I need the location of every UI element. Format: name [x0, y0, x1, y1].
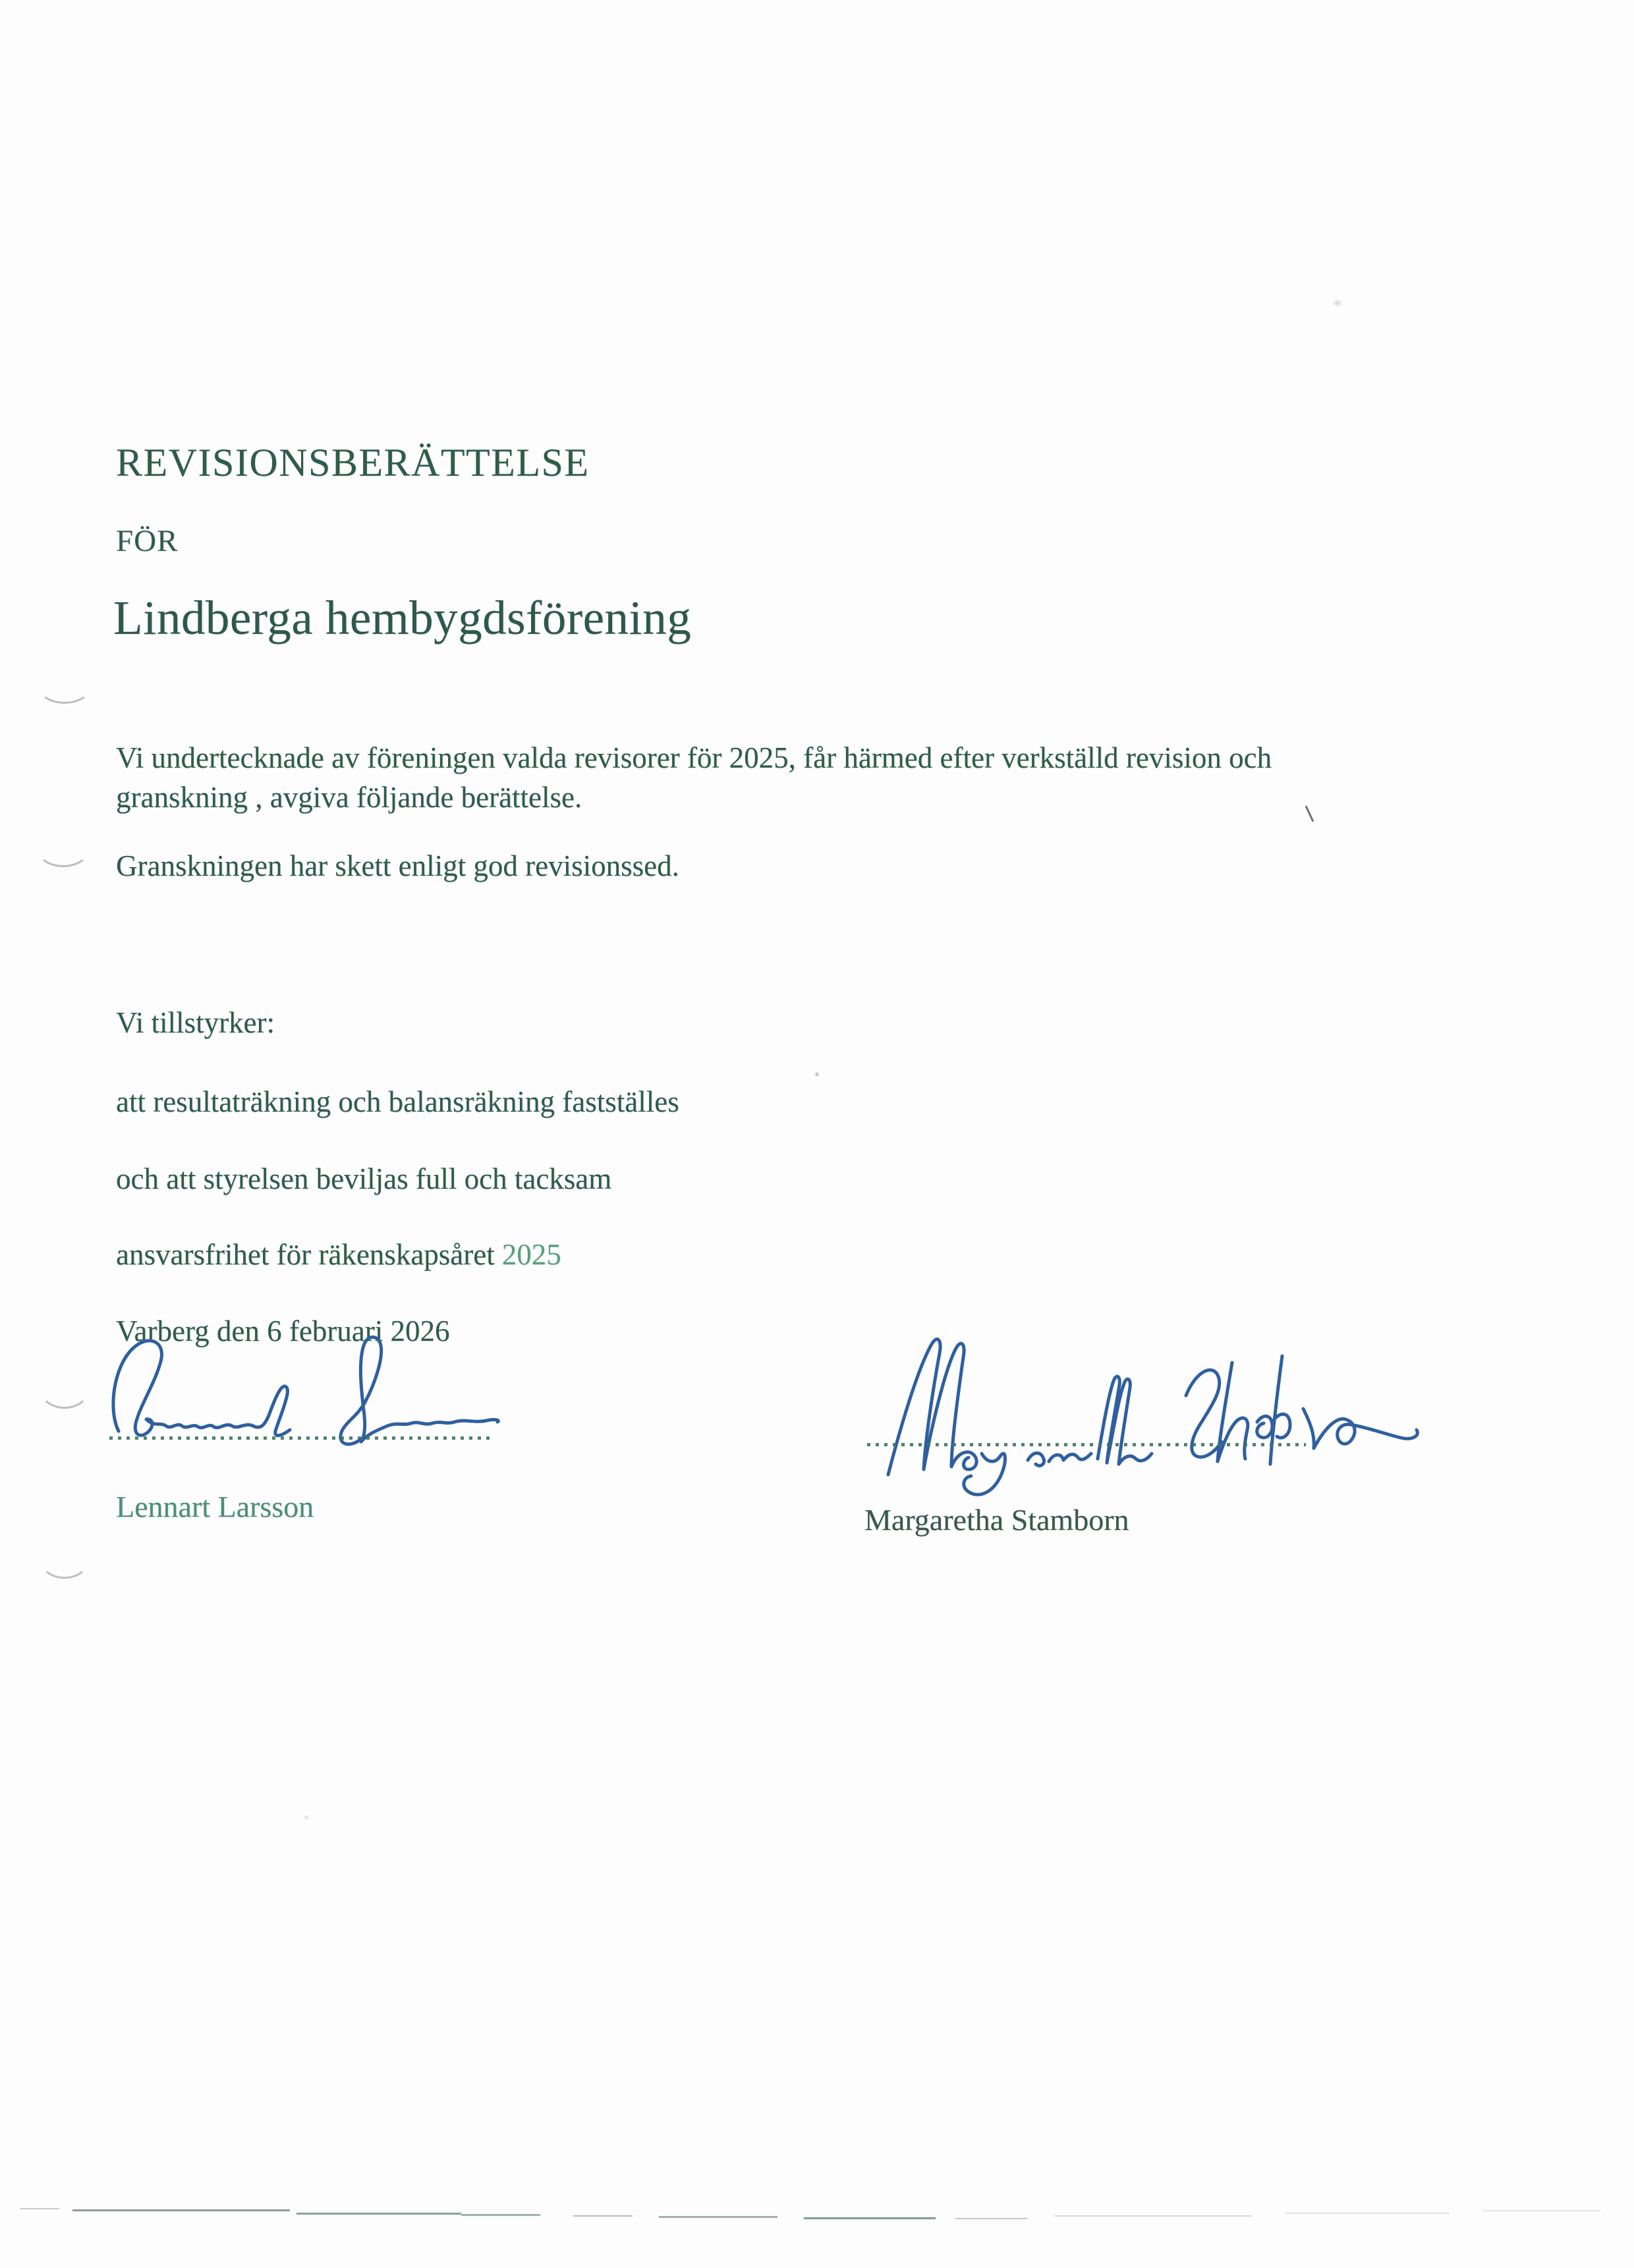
signature-dotted-line-right	[867, 1443, 1306, 1446]
endorsement-line-3	[116, 1237, 561, 1272]
fiscal-year: 2025	[501, 1238, 561, 1271]
scan-artifact-arc	[38, 671, 91, 704]
document-preposition: FÖR	[116, 524, 179, 558]
scan-artifact-line	[72, 2209, 290, 2211]
scan-artifact-line	[20, 2208, 59, 2209]
intro-paragraph	[116, 738, 1272, 817]
scan-artifact-line	[955, 2218, 1028, 2219]
signatory-name-left: Lennart Larsson	[116, 1490, 314, 1523]
intro-line-1: Vi undertecknade av föreningen valda revisorer för 2025, får härmed efter verkställd revision och	[116, 741, 1272, 774]
scan-artifact-line	[461, 2214, 540, 2216]
scan-artifact-speck	[1332, 299, 1343, 307]
endorsement-line-2: och att styrelsen beviljas full och tacksam	[116, 1162, 612, 1195]
scan-artifact-line	[659, 2216, 777, 2218]
scan-artifact-arc	[36, 829, 90, 867]
document-title: REVISIONSBERÄTTELSE	[116, 441, 590, 484]
scan-artifact-speck	[1305, 806, 1314, 822]
endorsement-line-1: att resultaträkning och balansräkning fastställes	[116, 1085, 679, 1118]
scan-artifact-line	[804, 2217, 936, 2219]
scan-artifact-line	[296, 2213, 461, 2215]
scan-artifact-line	[1285, 2213, 1450, 2214]
scan-artifact-arc	[38, 1364, 91, 1409]
organization-name: Lindberga hembygdsförening	[113, 591, 692, 644]
scan-artifact-arc	[40, 1539, 90, 1579]
signature-lennart-larsson	[99, 1326, 521, 1467]
endorsement-heading: Vi tillstyrker:	[116, 1006, 275, 1039]
signature-margaretha-stamborn	[876, 1323, 1436, 1514]
place-date-line: Varberg den 6 februari 2026	[116, 1315, 450, 1347]
signature-dotted-line-left	[109, 1436, 495, 1440]
intro-line-2: granskning , avgiva följande berättelse.	[116, 781, 582, 814]
endorsement-line-3-text: ansvarsfrihet för räkenskapsåret	[116, 1238, 495, 1271]
scan-artifact-line	[573, 2215, 633, 2217]
scan-artifact-speck	[814, 1071, 820, 1077]
method-statement: Granskningen har skett enligt god revisionssed.	[116, 849, 679, 882]
scan-artifact-line	[1482, 2210, 1601, 2211]
scan-artifact-line	[1054, 2215, 1252, 2217]
signatory-name-right: Margaretha Stamborn	[864, 1503, 1129, 1537]
scan-artifact-speck	[303, 1815, 310, 1820]
